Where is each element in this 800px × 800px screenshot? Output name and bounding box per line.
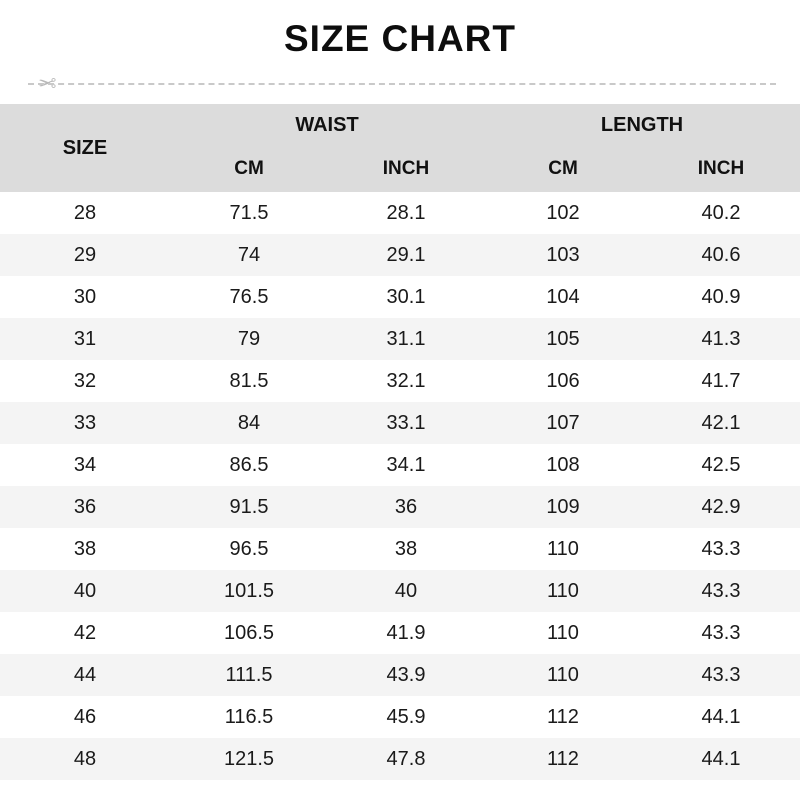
dashed-divider <box>28 83 776 85</box>
table-header-row-groups <box>0 104 800 146</box>
cell-waist-cm: 76.5 <box>170 276 328 318</box>
cell-length-inch: 43.3 <box>642 570 800 612</box>
cell-waist-inch: 31.1 <box>328 318 484 360</box>
cell-length-cm: 107 <box>484 402 642 444</box>
page-title: SIZE CHART <box>284 18 516 59</box>
column-header-waist-cm: CM <box>170 146 328 192</box>
cell-length-inch: 42.9 <box>642 486 800 528</box>
cell-waist-cm: 96.5 <box>170 528 328 570</box>
table-row <box>0 444 800 486</box>
table-row <box>0 276 800 318</box>
cell-length-inch: 40.6 <box>642 234 800 276</box>
cell-waist-inch: 30.1 <box>328 276 484 318</box>
cell-length-cm: 106 <box>484 360 642 402</box>
cell-waist-inch: 43.9 <box>328 654 484 696</box>
cell-length-inch: 42.1 <box>642 402 800 444</box>
cell-waist-cm: 71.5 <box>170 192 328 234</box>
column-header-length: LENGTH <box>484 104 800 146</box>
cell-waist-inch: 33.1 <box>328 402 484 444</box>
cell-waist-cm: 79 <box>170 318 328 360</box>
cell-size: 29 <box>0 234 170 276</box>
table-row <box>0 360 800 402</box>
cell-waist-cm: 101.5 <box>170 570 328 612</box>
table-row <box>0 234 800 276</box>
cell-length-inch: 43.3 <box>642 654 800 696</box>
cell-length-inch: 44.1 <box>642 738 800 780</box>
column-header-waist-inch: INCH <box>328 146 484 192</box>
table-row <box>0 612 800 654</box>
cell-waist-inch: 32.1 <box>328 360 484 402</box>
cell-size: 28 <box>0 192 170 234</box>
cell-waist-inch: 38 <box>328 528 484 570</box>
table-body <box>0 192 800 780</box>
cell-length-cm: 109 <box>484 486 642 528</box>
cut-line <box>0 70 800 98</box>
cell-size: 33 <box>0 402 170 444</box>
cell-length-cm: 108 <box>484 444 642 486</box>
column-header-length-cm: CM <box>484 146 642 192</box>
cell-size: 34 <box>0 444 170 486</box>
cell-length-inch: 41.7 <box>642 360 800 402</box>
cell-waist-cm: 111.5 <box>170 654 328 696</box>
cell-waist-inch: 47.8 <box>328 738 484 780</box>
table-row <box>0 318 800 360</box>
table-row <box>0 696 800 738</box>
cell-size: 31 <box>0 318 170 360</box>
table-row <box>0 570 800 612</box>
column-header-waist: WAIST <box>170 104 484 146</box>
table-row <box>0 654 800 696</box>
cell-length-inch: 43.3 <box>642 528 800 570</box>
cell-length-cm: 110 <box>484 528 642 570</box>
cell-length-inch: 41.3 <box>642 318 800 360</box>
cell-length-inch: 40.9 <box>642 276 800 318</box>
cell-waist-cm: 116.5 <box>170 696 328 738</box>
cell-length-inch: 42.5 <box>642 444 800 486</box>
cell-waist-cm: 106.5 <box>170 612 328 654</box>
cell-length-cm: 110 <box>484 654 642 696</box>
cell-waist-inch: 36 <box>328 486 484 528</box>
cell-waist-inch: 45.9 <box>328 696 484 738</box>
cell-length-cm: 112 <box>484 738 642 780</box>
table-row <box>0 402 800 444</box>
cell-waist-inch: 34.1 <box>328 444 484 486</box>
cell-waist-inch: 28.1 <box>328 192 484 234</box>
cell-size: 42 <box>0 612 170 654</box>
cell-waist-cm: 74 <box>170 234 328 276</box>
table-row <box>0 738 800 780</box>
cell-waist-cm: 81.5 <box>170 360 328 402</box>
cell-waist-inch: 29.1 <box>328 234 484 276</box>
cell-length-cm: 105 <box>484 318 642 360</box>
cell-length-inch: 44.1 <box>642 696 800 738</box>
scissors-icon: ✂ <box>38 71 57 96</box>
cell-size: 46 <box>0 696 170 738</box>
cell-size: 38 <box>0 528 170 570</box>
column-header-length-inch: INCH <box>642 146 800 192</box>
table-row <box>0 528 800 570</box>
table-row <box>0 192 800 234</box>
table-header <box>0 104 800 192</box>
cell-length-cm: 104 <box>484 276 642 318</box>
cell-size: 36 <box>0 486 170 528</box>
cell-length-cm: 102 <box>484 192 642 234</box>
column-header-size: SIZE <box>0 104 170 192</box>
cell-length-inch: 40.2 <box>642 192 800 234</box>
cell-size: 44 <box>0 654 170 696</box>
cell-length-inch: 43.3 <box>642 612 800 654</box>
cell-waist-cm: 121.5 <box>170 738 328 780</box>
cell-length-cm: 110 <box>484 570 642 612</box>
cell-waist-cm: 84 <box>170 402 328 444</box>
size-chart-table <box>0 104 800 780</box>
cell-size: 32 <box>0 360 170 402</box>
table-row <box>0 486 800 528</box>
cell-length-cm: 103 <box>484 234 642 276</box>
cell-waist-inch: 40 <box>328 570 484 612</box>
cell-size: 48 <box>0 738 170 780</box>
cell-length-cm: 112 <box>484 696 642 738</box>
cell-waist-inch: 41.9 <box>328 612 484 654</box>
cell-size: 40 <box>0 570 170 612</box>
cell-length-cm: 110 <box>484 612 642 654</box>
cell-waist-cm: 91.5 <box>170 486 328 528</box>
cell-waist-cm: 86.5 <box>170 444 328 486</box>
cell-size: 30 <box>0 276 170 318</box>
